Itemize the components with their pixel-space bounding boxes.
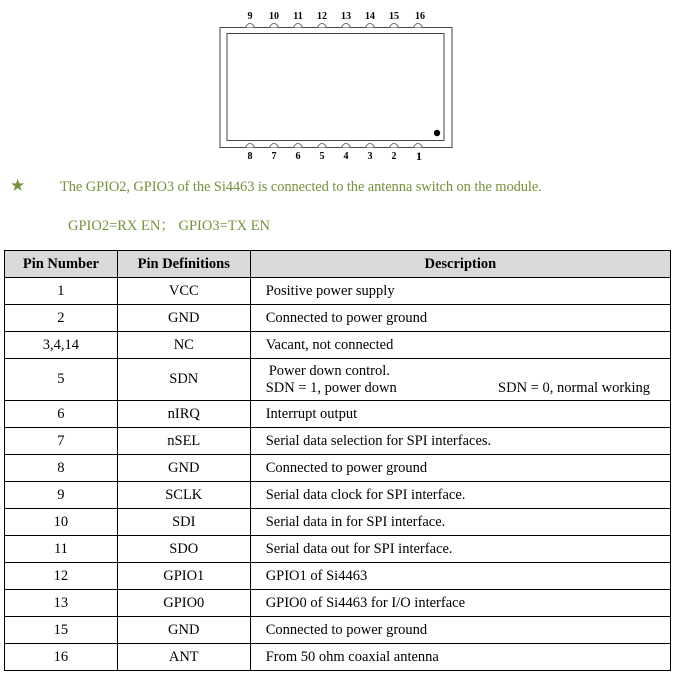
pin-number: 16	[5, 644, 118, 671]
pin-definition: SDI	[117, 509, 250, 536]
table-header-row	[5, 251, 671, 278]
table-row	[5, 563, 671, 590]
pin-description: From 50 ohm coaxial antenna	[250, 644, 670, 671]
pin-definition: GND	[117, 455, 250, 482]
pin-number: 8	[5, 455, 118, 482]
pin-label: 13	[341, 11, 351, 22]
header-pin-definitions: Pin Definitions	[117, 251, 250, 278]
table-row	[5, 455, 671, 482]
sdn-state-high: SDN = 1, power down	[265, 379, 397, 396]
table-row	[5, 401, 671, 428]
table-row	[5, 359, 671, 401]
pin-description	[250, 359, 670, 401]
pin-number: 12	[5, 563, 118, 590]
pin-number: 3,4,14	[5, 332, 118, 359]
sdn-state-low: SDN = 0, normal working	[498, 379, 650, 396]
pin-definition: NC	[117, 332, 250, 359]
table-row	[5, 617, 671, 644]
pin-label: 11	[293, 11, 303, 22]
pin-definition: SDO	[117, 536, 250, 563]
sdn-description-states	[266, 380, 670, 397]
table-row	[5, 482, 671, 509]
pin-description: Serial data out for SPI interface.	[250, 536, 670, 563]
pin-number: 9	[5, 482, 118, 509]
pin-description: Connected to power ground	[250, 455, 670, 482]
pin-label: 15	[389, 11, 399, 22]
pin-number: 1	[5, 278, 118, 305]
pin-definition: VCC	[117, 278, 250, 305]
table-row	[5, 305, 671, 332]
pin-label: 1	[416, 149, 422, 163]
table-row	[5, 332, 671, 359]
note-line-2: GPIO2=RX EN； GPIO3=TX EN	[68, 218, 271, 234]
pin-label: 14	[365, 11, 375, 22]
pin-label: 3	[367, 151, 373, 162]
pin-label: 10	[269, 11, 279, 22]
pin-definition: GPIO1	[117, 563, 250, 590]
star-icon: ★	[10, 176, 26, 195]
pin-number: 5	[5, 359, 118, 401]
table-row	[5, 644, 671, 671]
table-row	[5, 590, 671, 617]
chip-outline	[219, 0, 453, 168]
pin-definition: nSEL	[117, 428, 250, 455]
pin-label: 9	[247, 11, 253, 22]
pin-definition: GND	[117, 617, 250, 644]
pin-label: 4	[343, 151, 349, 162]
pin-definition: SDN	[117, 359, 250, 401]
pin-definition: GPIO0	[117, 590, 250, 617]
pin-number: 13	[5, 590, 118, 617]
table-row	[5, 536, 671, 563]
pin-definition: nIRQ	[117, 401, 250, 428]
pin-label: 16	[415, 11, 425, 22]
pin-label: 8	[247, 151, 253, 162]
pin-description: Positive power supply	[250, 278, 670, 305]
pin-number: 15	[5, 617, 118, 644]
pin-label: 2	[391, 151, 397, 162]
chip-pinout-diagram	[219, 0, 453, 168]
pin-definition: ANT	[117, 644, 250, 671]
pin-description: Serial data clock for SPI interface.	[250, 482, 670, 509]
table-row	[5, 428, 671, 455]
pin-description: Connected to power ground	[250, 305, 670, 332]
pin-description: GPIO1 of Si4463	[250, 563, 670, 590]
pin-definition: GND	[117, 305, 250, 332]
pin-number: 6	[5, 401, 118, 428]
pin1-marker-icon	[434, 130, 440, 136]
pin-number: 2	[5, 305, 118, 332]
pin-number: 11	[5, 536, 118, 563]
sdn-description-title: Power down control.	[268, 362, 390, 379]
pin-label: 7	[271, 151, 277, 162]
pin-description: Serial data selection for SPI interfaces.	[250, 428, 670, 455]
header-pin-number: Pin Number	[5, 251, 118, 278]
pin-description: Connected to power ground	[250, 617, 670, 644]
table-row	[5, 509, 671, 536]
pin-definition-table	[4, 250, 671, 671]
pin-label: 12	[317, 11, 327, 22]
header-description: Description	[250, 251, 670, 278]
pin-description: GPIO0 of Si4463 for I/O interface	[250, 590, 670, 617]
pin-definition: SCLK	[117, 482, 250, 509]
pin-description: Interrupt output	[250, 401, 670, 428]
pin-label: 5	[319, 151, 325, 162]
pin-number: 7	[5, 428, 118, 455]
pin-description: Vacant, not connected	[250, 332, 670, 359]
table-row	[5, 278, 671, 305]
pin-number: 10	[5, 509, 118, 536]
note-line-1: The GPIO2, GPIO3 of the Si4463 is connected to the antenna switch on the module.	[60, 179, 542, 195]
pin-label: 6	[295, 151, 301, 162]
pin-description: Serial data in for SPI interface.	[250, 509, 670, 536]
